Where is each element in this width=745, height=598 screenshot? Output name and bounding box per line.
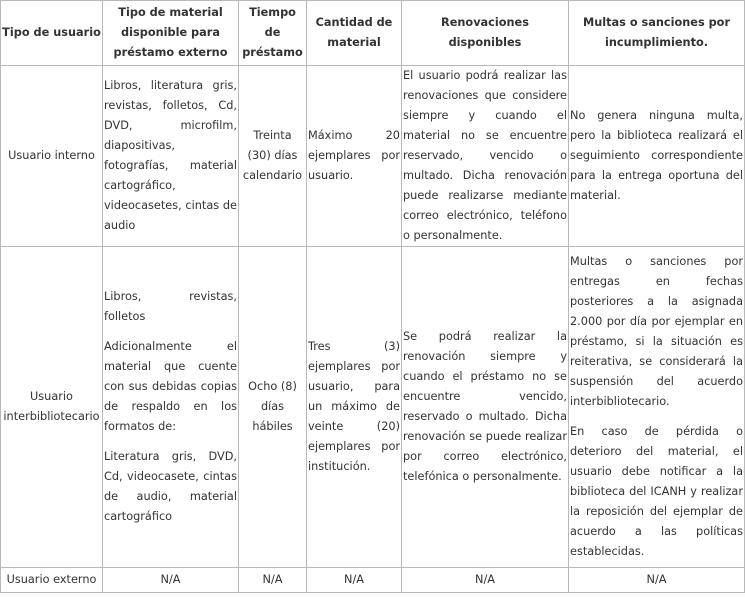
material-paragraph: Literatura gris, DVD, Cd, videocasete, cintas de audio, material cartográfico (104, 450, 237, 523)
cell-penalties: N/A (569, 568, 745, 593)
header-row (1, 1, 745, 66)
header-user-type: Tipo de usuario (1, 1, 103, 66)
header-penalties: Multas o sanciones por incumplimiento. (569, 1, 745, 66)
header-material-type: Tipo de material disponible para préstamo externo (103, 1, 239, 66)
cell-loan-time: N/A (239, 568, 307, 593)
cell-renewals: N/A (402, 568, 569, 593)
header-renewals: Renovaciones disponibles (402, 1, 569, 66)
header-quantity: Cantidad de material (307, 1, 402, 66)
header-loan-time: Tiempo de préstamo (239, 1, 307, 66)
material-paragraph: Libros, revistas, folletos (104, 290, 237, 323)
table-row-interlibrary-user (1, 247, 745, 568)
penalties-paragraph: Multas o sanciones por entregas en fechas posteriores a la asignada 2.000 por día por ejemplar en préstamo, si la situación es reiterativa, se considerará la suspensión del acuerdo interbibliotecario. (570, 255, 743, 408)
cell-penalties: No genera ninguna multa, pero la biblioteca realizará el seguimiento correspondiente para la entrega oportuna del material. (569, 66, 745, 247)
cell-user-type: Usuario externo (1, 568, 103, 593)
cell-user-type: Usuario interno (1, 66, 103, 247)
cell-material: Libros, literatura gris, revistas, folletos, Cd, DVD, microfilm, diapositivas, fotografías, material cartográfico, videocasetes, cintas de audio (103, 66, 239, 247)
cell-quantity: N/A (307, 568, 402, 593)
cell-loan-time: Ocho (8) días hábiles (239, 247, 307, 568)
cell-renewals: Se podrá realizar la renovación siempre y cuando el préstamo no se encuentre vencido, reservado o multado. Dicha renovación se puede realizar por correo electrónico, telefónica o personalmente. (402, 247, 569, 568)
cell-loan-time: Treinta (30) días calendario (239, 66, 307, 247)
cell-material: N/A (103, 568, 239, 593)
material-paragraph: Adicionalmente el material que cuente con sus debidas copias de respaldo en los formatos de: (104, 340, 237, 433)
penalties-paragraph: En caso de pérdida o deterioro del material, el usuario debe notificar a la biblioteca del ICANH y realizar la reposición del ejemplar de acuerdo a las políticas establecidas. (570, 425, 743, 558)
cell-renewals: El usuario podrá realizar las renovaciones que considere siempre y cuando el material no se encuentre reservado, vencido o multado. Dicha renovación puede realizarse mediante correo electrónico, teléfono o personalmente. (402, 66, 569, 247)
cell-material (103, 247, 239, 568)
cell-quantity: Tres (3) ejemplares por usuario, para un máximo de veinte (20) ejemplares por institución. (307, 247, 402, 568)
cell-quantity: Máximo 20 ejemplares por usuario. (307, 66, 402, 247)
cell-user-type: Usuario interbibliotecario (1, 247, 103, 568)
table-row-internal-user (1, 66, 745, 247)
table-row-external-user (1, 568, 745, 593)
cell-penalties (569, 247, 745, 568)
